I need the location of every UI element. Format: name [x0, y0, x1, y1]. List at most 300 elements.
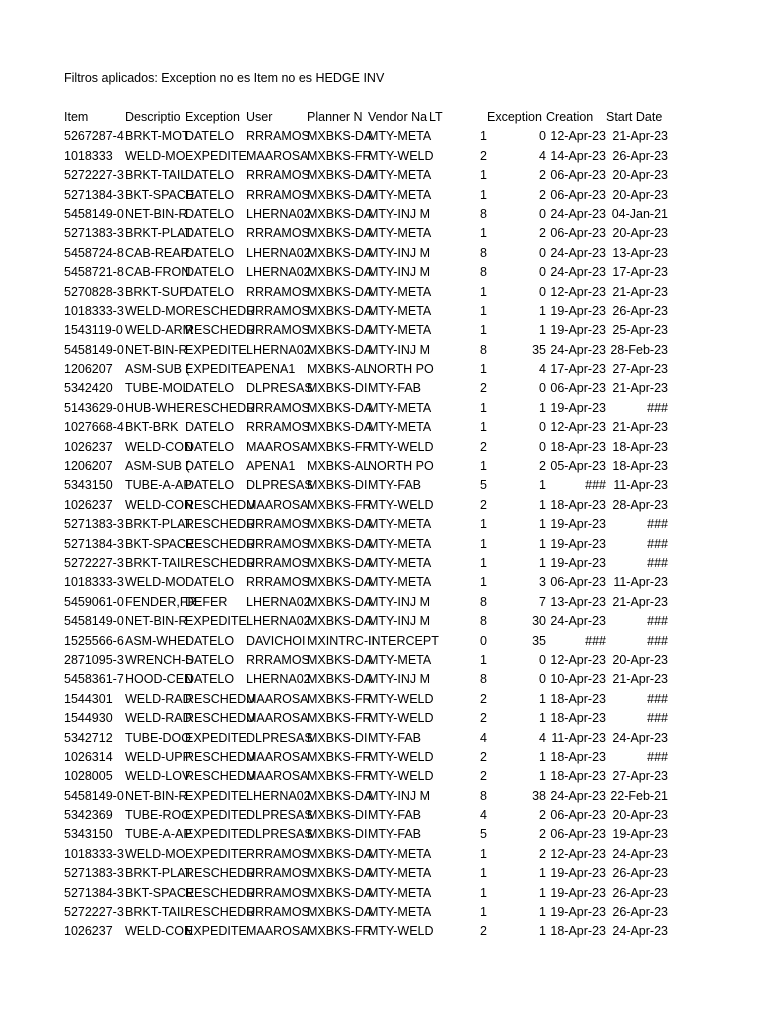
- cell-planner: MXBKS-DI: [307, 827, 368, 842]
- cell-user: DLPRESAS: [246, 381, 313, 396]
- cell-exception-count: 1: [539, 536, 546, 551]
- cell-creation: 19-Apr-23: [550, 400, 606, 415]
- cell-exception-count: 2: [539, 808, 546, 823]
- cell-exception: RESCHEDU: [185, 866, 256, 881]
- cell-item: 5458724-8: [64, 245, 124, 260]
- cell-description: TUBE-DOO: [125, 730, 191, 745]
- cell-description: WELD-RAD: [125, 711, 192, 726]
- cell-planner: MXBKS-DA: [307, 168, 373, 183]
- cell-description: WELD-MO: [125, 148, 186, 163]
- cell-item: 1026314: [64, 749, 113, 764]
- cell-vendor: MTY-META: [368, 284, 432, 299]
- cell-creation: 13-Apr-23: [550, 594, 606, 609]
- cell-creation: 14-Apr-23: [550, 148, 606, 163]
- cell-lt: 8: [480, 672, 487, 687]
- header-lt: LT: [429, 110, 443, 124]
- cell-user: RRRAMOS: [246, 517, 310, 532]
- cell-item: 1544930: [64, 711, 113, 726]
- cell-creation: 18-Apr-23: [550, 497, 606, 512]
- cell-vendor: MTY-INJ M: [368, 594, 431, 609]
- cell-item: 5458361-7: [64, 672, 124, 687]
- cell-vendor: NORTH PO: [368, 459, 434, 474]
- cell-user: RRRAMOS: [246, 846, 310, 861]
- cell-user: RRRAMOS: [246, 885, 310, 900]
- cell-exception-count: 7: [539, 594, 546, 609]
- cell-vendor: MTY-META: [368, 575, 432, 590]
- cell-start-date: 04-Jan-21: [611, 206, 668, 221]
- cell-start-date: 20-Apr-23: [612, 226, 668, 241]
- cell-creation: 19-Apr-23: [550, 555, 606, 570]
- cell-exception-count: 35: [532, 633, 546, 648]
- cell-start-date: ###: [647, 749, 668, 764]
- cell-description: WELD-UPP: [125, 749, 191, 764]
- cell-start-date: 22-Feb-21: [610, 788, 668, 803]
- cell-start-date: 20-Apr-23: [612, 808, 668, 823]
- cell-item: 5458149-0: [64, 614, 124, 629]
- cell-lt: 4: [480, 730, 487, 745]
- cell-description: CAB-FRON: [125, 265, 191, 280]
- cell-exception: DATELO: [185, 381, 235, 396]
- cell-user: MAAROSA: [246, 749, 309, 764]
- cell-exception: DEFER: [185, 594, 228, 609]
- cell-creation: ###: [585, 478, 606, 493]
- cell-vendor: MTY-WELD: [368, 691, 434, 706]
- cell-planner: MXBKS-DA: [307, 342, 373, 357]
- cell-exception: DATELO: [185, 284, 235, 299]
- cell-exception: DATELO: [185, 439, 235, 454]
- cell-exception: DATELO: [185, 459, 235, 474]
- cell-vendor: MTY-WELD: [368, 711, 434, 726]
- cell-item: 5342712: [64, 730, 113, 745]
- cell-start-date: 11-Apr-23: [613, 575, 668, 590]
- cell-creation: 18-Apr-23: [550, 439, 606, 454]
- cell-creation: 12-Apr-23: [550, 420, 606, 435]
- cell-lt: 2: [480, 769, 487, 784]
- cell-description: BRKT-PLAT: [125, 517, 193, 532]
- cell-description: BRKT-TAIL: [125, 555, 188, 570]
- cell-exception: DATELO: [185, 420, 235, 435]
- cell-item: 1026237: [64, 497, 113, 512]
- cell-description: WELD-CON: [125, 924, 194, 939]
- header-vendor: Vendor Na: [368, 110, 428, 124]
- cell-lt: 1: [480, 284, 487, 299]
- cell-planner: MXBKS-DA: [307, 323, 373, 338]
- cell-vendor: MTY-META: [368, 187, 432, 202]
- cell-start-date: 20-Apr-23: [612, 168, 668, 183]
- cell-user: RRRAMOS: [246, 226, 310, 241]
- cell-vendor: MTY-INJ M: [368, 206, 431, 221]
- cell-exception: RESCHEDU: [185, 885, 256, 900]
- cell-item: 5459061-0: [64, 594, 124, 609]
- cell-item: 5270828-3: [64, 284, 124, 299]
- cell-start-date: 24-Apr-23: [612, 924, 668, 939]
- cell-user: LHERNA02: [246, 788, 311, 803]
- cell-lt: 2: [480, 711, 487, 726]
- cell-vendor: MTY-FAB: [368, 827, 422, 842]
- header-start-date: Start Date: [606, 110, 663, 124]
- cell-exception-count: 1: [539, 478, 546, 493]
- cell-planner: MXBKS-DA: [307, 846, 373, 861]
- cell-item: 5343150: [64, 827, 113, 842]
- cell-exception-count: 4: [539, 148, 546, 163]
- cell-item: 1026237: [64, 924, 113, 939]
- cell-exception: DATELO: [185, 226, 235, 241]
- cell-start-date: 21-Apr-23: [612, 129, 668, 144]
- cell-user: MAAROSA: [246, 924, 309, 939]
- cell-exception: DATELO: [185, 129, 235, 144]
- cell-start-date: 26-Apr-23: [612, 303, 668, 318]
- cell-creation: 06-Apr-23: [550, 226, 606, 241]
- cell-description: WELD-MO: [125, 846, 186, 861]
- cell-planner: MXBKS-DA: [307, 788, 373, 803]
- cell-item: 1027668-4: [64, 420, 124, 435]
- cell-exception: DATELO: [185, 206, 235, 221]
- cell-exception-count: 38: [532, 788, 546, 803]
- cell-item: 5143629-0: [64, 400, 124, 415]
- cell-planner: MXBKS-DA: [307, 866, 373, 881]
- cell-exception-count: 0: [539, 439, 546, 454]
- cell-exception: RESCHEDU: [185, 517, 256, 532]
- cell-user: RRRAMOS: [246, 168, 310, 183]
- cell-description: WELD-MO: [125, 303, 186, 318]
- cell-planner: MXINTRC-II: [307, 633, 376, 648]
- cell-lt: 8: [480, 245, 487, 260]
- cell-creation: 18-Apr-23: [550, 924, 606, 939]
- cell-creation: 12-Apr-23: [550, 129, 606, 144]
- cell-description: TUBE-A-AP: [125, 827, 192, 842]
- cell-item: 1018333-3: [64, 846, 124, 861]
- cell-description: BRKT-TAIL: [125, 905, 188, 920]
- cell-exception-count: 2: [539, 846, 546, 861]
- cell-exception: EXPEDITE: [185, 730, 247, 745]
- cell-lt: 1: [480, 555, 487, 570]
- cell-user: RRRAMOS: [246, 400, 310, 415]
- cell-vendor: MTY-INJ M: [368, 788, 431, 803]
- cell-planner: MXBKS-DA: [307, 905, 373, 920]
- cell-exception-count: 0: [539, 381, 546, 396]
- header-item: Item: [64, 110, 89, 124]
- cell-exception-count: 1: [539, 885, 546, 900]
- cell-lt: 8: [480, 594, 487, 609]
- cell-planner: MXBKS-DA: [307, 885, 373, 900]
- cell-exception-count: 0: [539, 265, 546, 280]
- cell-vendor: MTY-META: [368, 226, 432, 241]
- cell-item: 1018333-3: [64, 303, 124, 318]
- cell-vendor: MTY-FAB: [368, 478, 422, 493]
- cell-creation: 19-Apr-23: [550, 905, 606, 920]
- cell-start-date: ###: [647, 555, 668, 570]
- cell-user: APENA1: [246, 362, 296, 377]
- cell-description: BKT-SPACE: [125, 536, 195, 551]
- cell-description: NET-BIN-R: [125, 342, 188, 357]
- cell-start-date: 25-Apr-23: [612, 323, 668, 338]
- cell-vendor: NORTH PO: [368, 362, 434, 377]
- cell-exception: RESCHEDU: [185, 749, 256, 764]
- cell-item: 5343150: [64, 478, 113, 493]
- cell-user: LHERNA02: [246, 265, 311, 280]
- cell-creation: 24-Apr-23: [550, 342, 606, 357]
- cell-exception: RESCHEDU: [185, 536, 256, 551]
- cell-start-date: 18-Apr-23: [612, 439, 668, 454]
- cell-user: DLPRESAS: [246, 808, 313, 823]
- cell-creation: 24-Apr-23: [550, 206, 606, 221]
- cell-creation: 11-Apr-23: [551, 730, 606, 745]
- cell-start-date: 27-Apr-23: [612, 769, 668, 784]
- cell-exception: EXPEDITE: [185, 924, 247, 939]
- filter-summary: Filtros aplicados: Exception no es Item no es HEDGE INV: [64, 71, 385, 85]
- cell-vendor: MTY-META: [368, 885, 432, 900]
- cell-exception-count: 1: [539, 303, 546, 318]
- cell-creation: 10-Apr-23: [550, 672, 606, 687]
- cell-exception-count: 1: [539, 924, 546, 939]
- cell-exception: DATELO: [185, 478, 235, 493]
- cell-description: NET-BIN-R: [125, 206, 188, 221]
- cell-vendor: MTY-FAB: [368, 381, 422, 396]
- cell-item: 1544301: [64, 691, 113, 706]
- cell-item: 5271384-3: [64, 885, 124, 900]
- cell-user: RRRAMOS: [246, 575, 310, 590]
- cell-creation: 12-Apr-23: [550, 284, 606, 299]
- cell-exception: RESCHEDU: [185, 691, 256, 706]
- cell-creation: 19-Apr-23: [550, 866, 606, 881]
- cell-planner: MXBKS-DI: [307, 478, 368, 493]
- cell-description: WELD-CON: [125, 497, 194, 512]
- cell-exception-count: 30: [532, 614, 546, 629]
- cell-exception-count: 2: [539, 168, 546, 183]
- cell-exception: DATELO: [185, 575, 235, 590]
- cell-planner: MXBKS-FR: [307, 711, 372, 726]
- cell-planner: MXBKS-DI: [307, 808, 368, 823]
- cell-creation: 06-Apr-23: [550, 187, 606, 202]
- cell-lt: 2: [480, 148, 487, 163]
- cell-item: 5271383-3: [64, 226, 124, 241]
- cell-start-date: 26-Apr-23: [612, 885, 668, 900]
- cell-exception-count: 0: [539, 284, 546, 299]
- cell-user: RRRAMOS: [246, 303, 310, 318]
- cell-lt: 5: [480, 827, 487, 842]
- cell-user: MAAROSA: [246, 769, 309, 784]
- cell-item: 5342420: [64, 381, 113, 396]
- cell-lt: 1: [480, 846, 487, 861]
- cell-start-date: 21-Apr-23: [612, 381, 668, 396]
- cell-description: WELD-MO: [125, 575, 186, 590]
- cell-vendor: MTY-FAB: [368, 730, 422, 745]
- cell-item: 1543119-0: [64, 323, 123, 338]
- cell-vendor: MTY-WELD: [368, 439, 434, 454]
- cell-lt: 1: [480, 168, 487, 183]
- cell-user: MAAROSA: [246, 711, 309, 726]
- cell-vendor: MTY-META: [368, 652, 432, 667]
- cell-user: DLPRESAS: [246, 478, 313, 493]
- cell-exception-count: 1: [539, 400, 546, 415]
- cell-lt: 8: [480, 788, 487, 803]
- cell-item: 1026237: [64, 439, 113, 454]
- cell-start-date: 13-Apr-23: [612, 245, 668, 260]
- cell-planner: MXBKS-DA: [307, 226, 373, 241]
- cell-user: RRRAMOS: [246, 284, 310, 299]
- cell-user: DLPRESAS: [246, 827, 313, 842]
- cell-planner: MXBKS-DA: [307, 265, 373, 280]
- cell-item: 5458149-0: [64, 206, 124, 221]
- cell-planner: MXBKS-DA: [307, 303, 373, 318]
- cell-exception: DATELO: [185, 245, 235, 260]
- cell-user: LHERNA02: [246, 614, 311, 629]
- cell-start-date: 28-Feb-23: [610, 342, 668, 357]
- cell-planner: MXBKS-FR: [307, 769, 372, 784]
- cell-description: TUBE-MOL: [125, 381, 190, 396]
- cell-exception-count: 1: [539, 749, 546, 764]
- cell-exception: RESCHEDU: [185, 400, 256, 415]
- cell-exception-count: 4: [539, 362, 546, 377]
- cell-start-date: ###: [647, 614, 668, 629]
- cell-vendor: MTY-WELD: [368, 924, 434, 939]
- cell-vendor: MTY-META: [368, 420, 432, 435]
- cell-lt: 1: [480, 459, 487, 474]
- cell-start-date: 18-Apr-23: [612, 459, 668, 474]
- cell-planner: MXBKS-FR: [307, 924, 372, 939]
- cell-vendor: MTY-INJ M: [368, 245, 431, 260]
- cell-exception: RESCHEDU: [185, 323, 256, 338]
- cell-description: BRKT-SUP: [125, 284, 188, 299]
- cell-lt: 2: [480, 381, 487, 396]
- cell-creation: 17-Apr-23: [550, 362, 606, 377]
- cell-exception-count: 4: [539, 730, 546, 745]
- cell-item: 5271384-3: [64, 536, 124, 551]
- cell-start-date: 26-Apr-23: [612, 905, 668, 920]
- cell-user: MAAROSA: [246, 439, 309, 454]
- cell-user: RRRAMOS: [246, 555, 310, 570]
- cell-creation: 19-Apr-23: [550, 536, 606, 551]
- cell-lt: 1: [480, 652, 487, 667]
- cell-planner: MXBKS-DA: [307, 187, 373, 202]
- cell-description: BRKT-PLAT: [125, 866, 193, 881]
- cell-planner: MXBKS-FR: [307, 497, 372, 512]
- cell-exception-count: 1: [539, 517, 546, 532]
- cell-planner: MXBKS-DA: [307, 672, 373, 687]
- cell-planner: MXBKS-DI: [307, 381, 368, 396]
- cell-vendor: MTY-META: [368, 168, 432, 183]
- cell-description: ASM-SUB (: [125, 459, 190, 474]
- cell-item: 5272227-3: [64, 555, 124, 570]
- cell-exception: EXPEDITE: [185, 342, 247, 357]
- cell-start-date: 17-Apr-23: [612, 265, 668, 280]
- cell-exception-count: 1: [539, 866, 546, 881]
- cell-user: LHERNA02: [246, 245, 311, 260]
- cell-lt: 1: [480, 905, 487, 920]
- cell-item: 1206207: [64, 362, 113, 377]
- cell-lt: 1: [480, 226, 487, 241]
- cell-vendor: MTY-META: [368, 905, 432, 920]
- cell-exception-count: 35: [532, 342, 546, 357]
- cell-user: LHERNA02: [246, 206, 311, 221]
- cell-item: 5458149-0: [64, 342, 124, 357]
- cell-lt: 1: [480, 575, 487, 590]
- cell-item: 5458149-0: [64, 788, 124, 803]
- cell-start-date: ###: [647, 536, 668, 551]
- cell-exception-count: 2: [539, 226, 546, 241]
- cell-description: BRKT-MOT: [125, 129, 190, 144]
- cell-description: WELD-LOV: [125, 769, 191, 784]
- cell-vendor: MTY-INJ M: [368, 614, 431, 629]
- cell-description: WELD-ARM: [125, 323, 194, 338]
- cell-item: 5272227-3: [64, 168, 124, 183]
- cell-exception-count: 0: [539, 206, 546, 221]
- cell-item: 5271383-3: [64, 866, 124, 881]
- cell-creation: 06-Apr-23: [550, 168, 606, 183]
- cell-planner: MXBKS-DA: [307, 575, 373, 590]
- cell-start-date: 24-Apr-23: [612, 730, 668, 745]
- cell-item: 5271383-3: [64, 517, 124, 532]
- cell-exception-count: 0: [539, 672, 546, 687]
- cell-description: WELD-CON: [125, 439, 194, 454]
- cell-vendor: MTY-META: [368, 323, 432, 338]
- cell-user: MAAROSA: [246, 148, 309, 163]
- cell-creation: 24-Apr-23: [550, 265, 606, 280]
- cell-planner: MXBKS-DI: [307, 730, 368, 745]
- cell-user: MAAROSA: [246, 497, 309, 512]
- cell-item: 1028005: [64, 769, 113, 784]
- cell-vendor: MTY-FAB: [368, 808, 422, 823]
- cell-vendor: MTY-META: [368, 866, 432, 881]
- cell-start-date: 20-Apr-23: [612, 187, 668, 202]
- cell-description: ASM-WHEI: [125, 633, 189, 648]
- cell-creation: 06-Apr-23: [550, 381, 606, 396]
- cell-start-date: ###: [647, 711, 668, 726]
- cell-vendor: MTY-INJ M: [368, 342, 431, 357]
- header-exception-count: Exception: [487, 110, 542, 124]
- cell-vendor: MTY-META: [368, 129, 432, 144]
- cell-exception-count: 2: [539, 827, 546, 842]
- cell-exception: RESCHEDU: [185, 303, 256, 318]
- cell-exception-count: 1: [539, 497, 546, 512]
- cell-planner: MXBKS-AL: [307, 459, 371, 474]
- cell-planner: MXBKS-DA: [307, 284, 373, 299]
- cell-description: ASM-SUB (: [125, 362, 190, 377]
- cell-description: HOOD-CEN: [125, 672, 194, 687]
- cell-description: NET-BIN-R: [125, 788, 188, 803]
- cell-description: TUBE-A-AP: [125, 478, 192, 493]
- cell-planner: MXBKS-DA: [307, 555, 373, 570]
- cell-exception: DATELO: [185, 265, 235, 280]
- cell-planner: MXBKS-DA: [307, 536, 373, 551]
- cell-user: LHERNA02: [246, 594, 311, 609]
- cell-item: 1525566-6: [64, 633, 124, 648]
- cell-lt: 8: [480, 265, 487, 280]
- cell-vendor: MTY-META: [368, 400, 432, 415]
- cell-vendor: MTY-WELD: [368, 497, 434, 512]
- cell-start-date: 24-Apr-23: [612, 846, 668, 861]
- cell-start-date: 26-Apr-23: [612, 148, 668, 163]
- cell-exception: EXPEDITE: [185, 788, 247, 803]
- cell-exception-count: 1: [539, 769, 546, 784]
- cell-vendor: MTY-WELD: [368, 769, 434, 784]
- cell-exception-count: 0: [539, 129, 546, 144]
- header-creation: Creation: [546, 110, 594, 124]
- cell-exception: RESCHEDU: [185, 769, 256, 784]
- cell-creation: 18-Apr-23: [550, 749, 606, 764]
- cell-lt: 2: [480, 497, 487, 512]
- cell-creation: 05-Apr-23: [550, 459, 606, 474]
- cell-item: 2871095-3: [64, 652, 124, 667]
- cell-creation: 24-Apr-23: [550, 614, 606, 629]
- cell-start-date: 20-Apr-23: [612, 652, 668, 667]
- cell-exception-count: 2: [539, 187, 546, 202]
- cell-creation: 19-Apr-23: [550, 323, 606, 338]
- cell-user: DLPRESAS: [246, 730, 313, 745]
- cell-exception: EXPEDITE: [185, 362, 247, 377]
- cell-exception: EXPEDITE: [185, 827, 247, 842]
- cell-vendor: INTERCEPT: [368, 633, 439, 648]
